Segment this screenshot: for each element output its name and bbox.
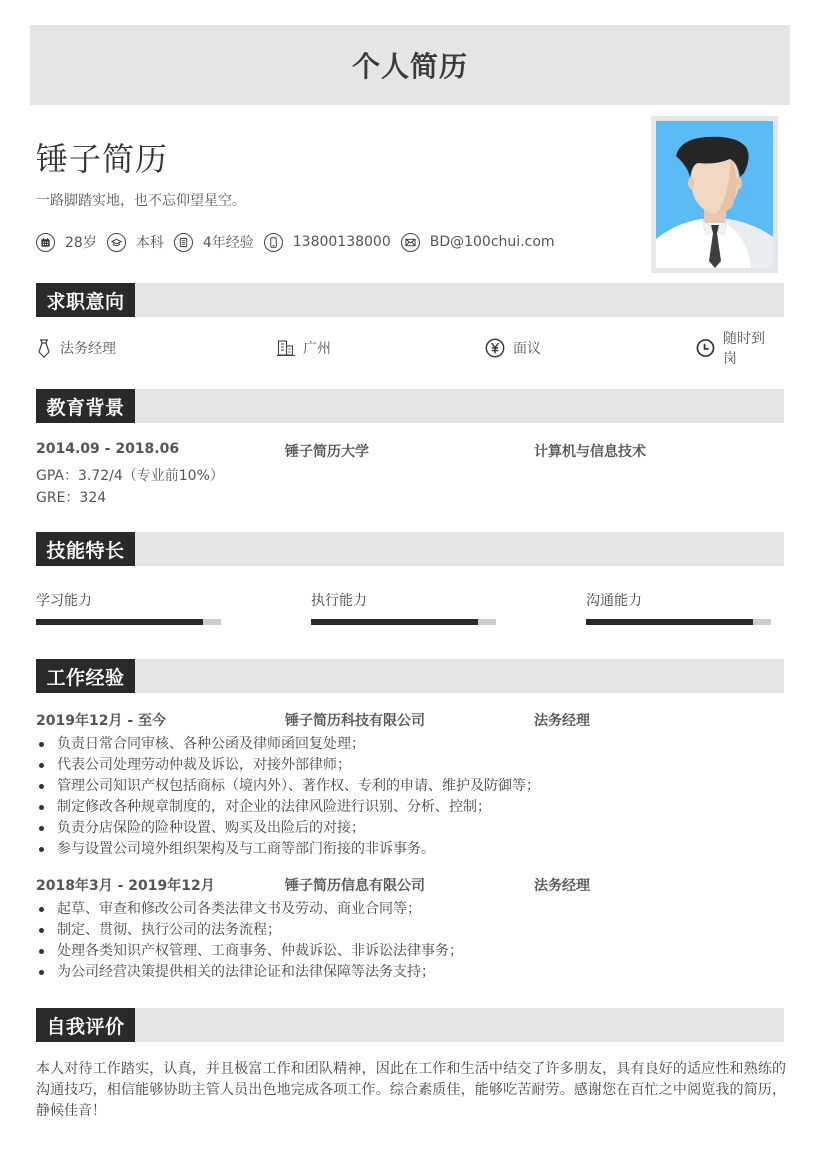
clock-icon <box>696 338 715 358</box>
section-title-skills: 技能特长 <box>36 532 135 566</box>
page-title-bar <box>30 25 790 105</box>
avatar <box>656 121 773 268</box>
job-2-period: 2018年3月 - 2019年12月 <box>36 878 215 894</box>
duty-item: 制定修改各种规章制度的，对企业的法律风险进行识别、分析、控制； <box>36 797 540 818</box>
skill-execution <box>311 590 496 610</box>
info-phone <box>264 233 391 252</box>
info-email-text: BD@100chui.com <box>429 234 555 250</box>
duty-item: 处理各类知识产权管理、工商事务、仲裁诉讼、非诉讼法律事务； <box>36 941 463 962</box>
info-degree <box>107 232 164 252</box>
yen-icon <box>485 338 505 358</box>
job-1-company: 锤子简历科技有限公司 <box>285 713 425 729</box>
intent-city <box>277 337 331 359</box>
job-1-title: 法务经理 <box>534 713 590 729</box>
info-email <box>401 233 555 252</box>
intent-availability-text: 随时到岗 <box>722 331 765 367</box>
job-2-company: 锤子简历信息有限公司 <box>285 878 425 894</box>
info-phone-text: 13800138000 <box>292 234 391 250</box>
profile-photo <box>651 116 778 273</box>
section-title-work: 工作经验 <box>36 659 135 693</box>
self-evaluation-text: 本人对待工作踏实，认真，并且极富工作和团队精神，因此在工作和生活中结交了许多朋友，具有良好的适应性和熟练的沟通技巧，相信能够协助主管人员出色地完成各项工作。综合素质佳，能够吃苦耐劳。感谢您在百忙之中阅览我的简历，静候佳音！ <box>36 1061 786 1119</box>
info-age-text: 28岁 <box>65 235 97 251</box>
building-icon <box>277 339 295 357</box>
intent-salary-text: 面议 <box>513 341 541 357</box>
page-title: 个人简历 <box>351 50 468 83</box>
skill-label: 执行能力 <box>311 593 367 609</box>
duty-item: 起草、审查和修改公司各类法律文书及劳动、商业合同等； <box>36 899 463 920</box>
intent-position-text: 法务经理 <box>60 341 116 357</box>
section-header-education <box>36 389 784 423</box>
duty-item: 制定、贯彻、执行公司的法务流程； <box>36 920 463 941</box>
basic-info-row <box>36 231 565 253</box>
skill-communication <box>586 590 771 610</box>
info-age <box>36 232 97 252</box>
section-header-work <box>36 659 784 693</box>
skill-bar-track <box>36 619 221 625</box>
calendar-icon <box>36 233 55 252</box>
job-1-period: 2019年12月 - 至今 <box>36 713 167 729</box>
skill-bar-fill <box>311 619 478 625</box>
info-degree-text: 本科 <box>135 235 164 251</box>
info-experience <box>174 232 254 252</box>
skill-bar-fill <box>586 619 753 625</box>
tie-icon <box>36 338 52 358</box>
duty-item: 管理公司知识产权包括商标（境内外）、著作权、专利的申请、维护及防御等； <box>36 776 540 797</box>
skill-bar-fill <box>36 619 203 625</box>
skill-label: 学习能力 <box>36 593 92 609</box>
education-major: 计算机与信息技术 <box>534 444 646 460</box>
job-1-duties <box>36 734 540 860</box>
candidate-motto: 一路脚踏实地，也不忘仰望星空。 <box>36 193 246 209</box>
info-experience-text: 4年经验 <box>202 235 254 251</box>
skill-bar-track <box>586 619 771 625</box>
duty-item: 代表公司处理劳动仲裁及诉讼，对接外部律师； <box>36 755 540 776</box>
candidate-name: 锤子简历 <box>36 140 169 178</box>
section-header-intent <box>36 283 784 317</box>
education-period: 2014.09 - 2018.06 <box>36 441 180 457</box>
intent-salary <box>485 337 541 359</box>
graduation-cap-icon <box>107 233 126 252</box>
section-title-intent: 求职意向 <box>36 283 135 317</box>
phone-icon <box>264 233 283 252</box>
job-intent-row <box>36 331 776 367</box>
education-gre: GRE：324 <box>36 490 107 506</box>
section-title-education: 教育背景 <box>36 389 135 423</box>
intent-position <box>36 337 116 359</box>
section-header-skills <box>36 532 784 566</box>
education-school: 锤子简历大学 <box>285 444 369 460</box>
skill-learning <box>36 590 221 610</box>
education-gpa: GPA：3.72/4（专业前10%） <box>36 468 224 484</box>
document-icon <box>174 233 193 252</box>
skill-bar-track <box>311 619 496 625</box>
duty-item: 负责日常合同审核、各种公函及律师函回复处理； <box>36 734 540 755</box>
duty-item: 参与设置公司境外组织架构及与工商等部门衔接的非诉事务。 <box>36 839 540 860</box>
section-title-self: 自我评价 <box>36 1008 135 1042</box>
job-2-duties <box>36 899 463 983</box>
mail-icon <box>401 233 420 252</box>
skill-label: 沟通能力 <box>586 593 642 609</box>
duty-item: 为公司经营决策提供相关的法律论证和法律保障等法务支持； <box>36 962 463 983</box>
intent-city-text: 广州 <box>303 341 331 357</box>
duty-item: 负责分店保险的险种设置、购买及出险后的对接； <box>36 818 540 839</box>
avatar-illustration <box>656 121 773 268</box>
intent-availability <box>696 331 776 367</box>
section-header-self <box>36 1008 784 1042</box>
job-2-title: 法务经理 <box>534 878 590 894</box>
